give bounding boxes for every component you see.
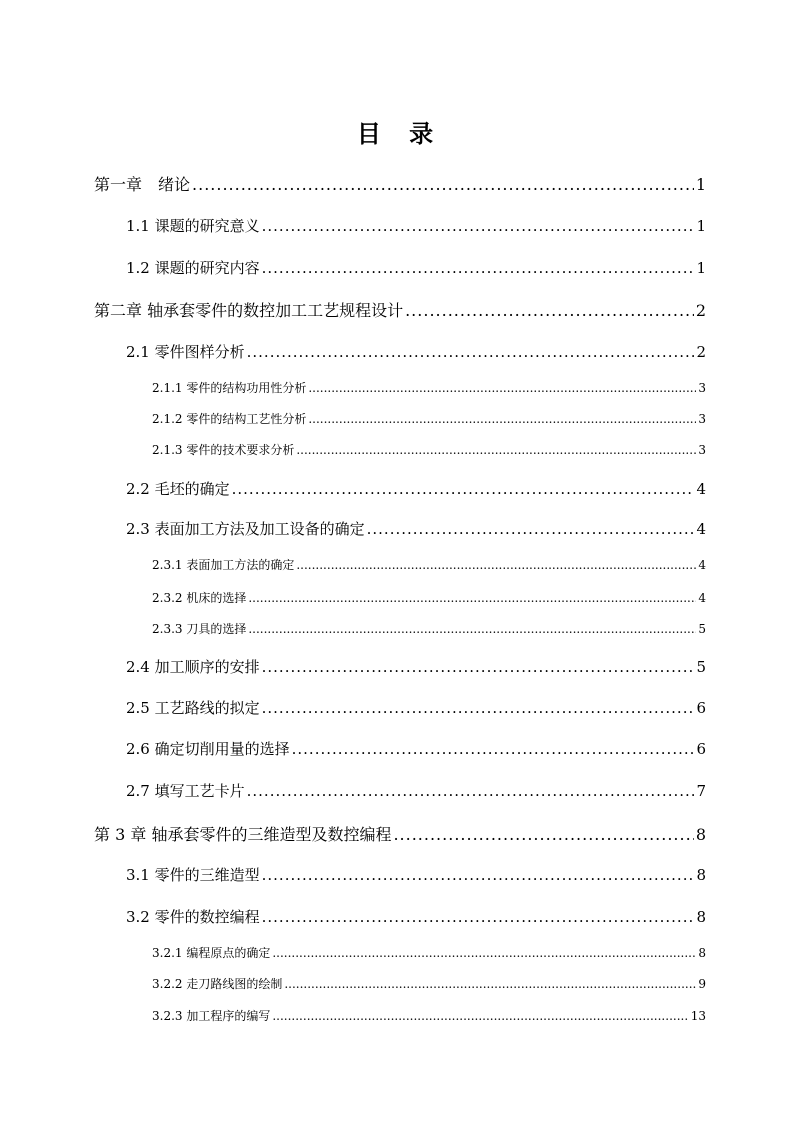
toc-page-number: 3	[698, 412, 706, 426]
toc-page-number: 2	[696, 343, 706, 361]
toc-page-number: 4	[698, 558, 706, 572]
toc-entry-label: 2.1.2 零件的结构工艺性分析	[152, 412, 307, 426]
dot-leader	[405, 301, 694, 320]
toc-entry-label: 2.1 零件图样分析	[126, 343, 245, 361]
dot-leader	[284, 977, 696, 991]
toc-entry[interactable]	[126, 738, 706, 759]
toc-page-number: 5	[696, 658, 706, 676]
toc-page-number: 6	[696, 699, 706, 717]
toc-entry[interactable]	[152, 1007, 706, 1024]
dot-leader	[262, 658, 695, 676]
toc-entry[interactable]	[126, 478, 706, 499]
toc-entry-label: 3.1 零件的三维造型	[126, 866, 260, 884]
dot-leader	[308, 381, 696, 395]
toc-page-number: 7	[696, 782, 706, 800]
dot-leader	[272, 1009, 688, 1023]
dot-leader	[393, 825, 693, 844]
dot-leader	[262, 699, 695, 717]
toc-entry[interactable]	[94, 172, 706, 195]
toc-entry[interactable]	[152, 620, 706, 637]
toc-page-number: 4	[696, 520, 706, 538]
toc-entry-label: 2.2 毛坯的确定	[126, 480, 230, 498]
toc-entry[interactable]	[126, 518, 706, 539]
dot-leader	[262, 908, 695, 926]
toc-page-number: 4	[698, 591, 706, 605]
toc-entry-label: 3.2.1 编程原点的确定	[152, 946, 271, 960]
dot-leader	[247, 782, 695, 800]
toc-entry-label: 2.1.3 零件的技术要求分析	[152, 443, 295, 457]
dot-leader	[272, 946, 696, 960]
toc-entry[interactable]	[152, 441, 706, 458]
dot-leader	[367, 520, 695, 538]
toc-page-number: 1	[696, 217, 706, 235]
toc-entry-label: 2.3.1 表面加工方法的确定	[152, 558, 295, 572]
toc-entry-label: 2.4 加工顺序的安排	[126, 658, 260, 676]
toc-entry[interactable]	[152, 379, 706, 396]
toc-page-number: 8	[696, 866, 706, 884]
toc-entry-label: 第一章 绪论	[94, 175, 191, 194]
dot-leader	[308, 412, 696, 426]
toc-entry-label: 2.3.3 刀具的选择	[152, 622, 247, 636]
dot-leader	[292, 740, 695, 758]
toc-entry-label: 2.6 确定切削用量的选择	[126, 740, 290, 758]
dot-leader	[192, 175, 694, 194]
toc-entry-label: 2.1.1 零件的结构功用性分析	[152, 381, 307, 395]
toc-page-number: 6	[696, 740, 706, 758]
toc-entry[interactable]	[126, 656, 706, 677]
dot-leader	[232, 480, 695, 498]
dot-leader	[262, 866, 695, 884]
toc-entry[interactable]	[152, 589, 706, 606]
toc-entry[interactable]	[126, 780, 706, 801]
toc-entry-label: 2.7 填写工艺卡片	[126, 782, 245, 800]
toc-entry-label: 3.2.3 加工程序的编写	[152, 1009, 271, 1023]
toc-entry[interactable]	[152, 410, 706, 427]
toc-entry[interactable]	[152, 944, 706, 961]
dot-leader	[248, 622, 696, 636]
toc-page-number: 13	[690, 1009, 706, 1023]
toc-entry-label: 2.3 表面加工方法及加工设备的确定	[126, 520, 365, 538]
dot-leader	[296, 558, 696, 572]
toc-page-number: 9	[698, 977, 706, 991]
toc-entry[interactable]	[126, 864, 706, 885]
toc-entry-label: 3.2 零件的数控编程	[126, 908, 260, 926]
toc-entry[interactable]	[152, 975, 706, 992]
toc-page-number: 4	[696, 480, 706, 498]
dot-leader	[296, 443, 696, 457]
toc-page-number: 3	[698, 381, 706, 395]
toc-page-number: 1	[695, 175, 706, 194]
toc-page-number: 2	[695, 301, 706, 320]
toc-entry-label: 第二章 轴承套零件的数控加工工艺规程设计	[94, 301, 404, 320]
toc-entry[interactable]	[152, 556, 706, 573]
dot-leader	[262, 259, 695, 277]
toc-entry[interactable]	[126, 215, 706, 236]
toc-entry-label: 1.1 课题的研究意义	[126, 217, 260, 235]
toc-entry[interactable]	[94, 822, 706, 845]
toc-entry[interactable]	[126, 906, 706, 927]
toc-entry-label: 2.3.2 机床的选择	[152, 591, 247, 605]
toc-page-number: 5	[698, 622, 706, 636]
toc-entry-label: 第 3 章 轴承套零件的三维造型及数控编程	[94, 825, 392, 844]
toc-entry[interactable]	[126, 257, 706, 278]
toc-entry[interactable]	[126, 341, 706, 362]
toc-page-number: 1	[696, 259, 706, 277]
toc-page-number: 8	[698, 946, 706, 960]
toc-page-number: 3	[698, 443, 706, 457]
toc-page-number: 8	[695, 825, 706, 844]
toc-entry[interactable]	[126, 697, 706, 718]
toc-entry-label: 3.2.2 走刀路线图的绘制	[152, 977, 283, 991]
toc-entry-label: 1.2 课题的研究内容	[126, 259, 260, 277]
toc-entry-label: 2.5 工艺路线的拟定	[126, 699, 260, 717]
dot-leader	[262, 217, 695, 235]
toc-entry[interactable]	[94, 298, 706, 321]
toc-page-number: 8	[696, 908, 706, 926]
toc-title: 目 录	[356, 120, 444, 148]
dot-leader	[247, 343, 695, 361]
dot-leader	[248, 591, 696, 605]
